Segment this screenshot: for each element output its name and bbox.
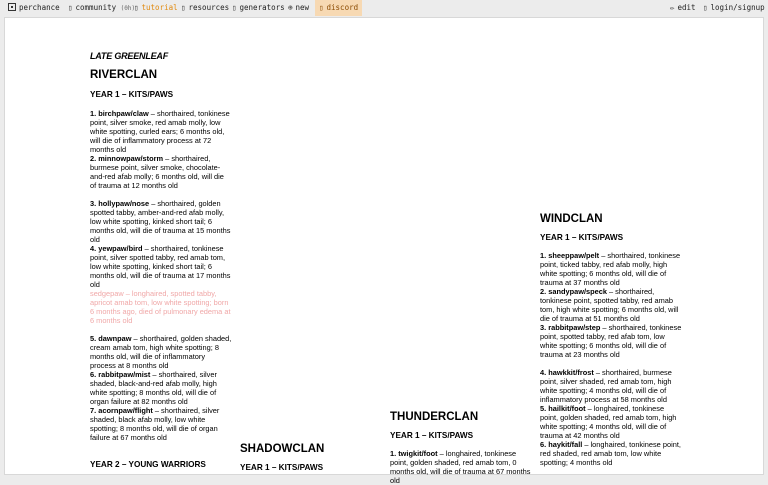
cat-name: 1. sheeppaw/pelt [540, 251, 600, 260]
book-icon: ▯ [134, 3, 139, 12]
nav-tutorial-label: tutorial [141, 3, 178, 12]
cat-name: 4. yewpaw/bird [90, 244, 143, 253]
cat-entry [90, 244, 232, 289]
cat-desc: – longhaired, tonkinese point, red shaded, red amab tom, low white spotting; 4 months old [540, 440, 681, 467]
cat-name: 7. acornpaw/flight [90, 406, 153, 415]
windclan-year1-heading: YEAR 1 – KITS/PAWS [540, 233, 624, 242]
cat-name: 5. hailkit/foot [540, 404, 586, 413]
cat-name: 6. haykit/fall [540, 440, 583, 449]
shadowclan-heading: SHADOWCLAN [240, 443, 325, 455]
folder-icon: ▯ [181, 3, 186, 12]
shadowclan-column [240, 445, 382, 472]
cat-name: 3. hollypaw/nose [90, 199, 150, 208]
cat-desc: – longhaired, tonkinese point, golden shaded, red amab tom, 0 months old, will die of trauma at 67 months old [390, 449, 531, 485]
nav-generators-label: generators [239, 3, 285, 12]
cat-desc: – shorthaired, tonkinese point, ticked tabby, red afab molly, high white spotting; 6 months old, will die of trauma at 37 months old [540, 251, 681, 287]
cat-entry [90, 406, 232, 442]
cat-entry [540, 368, 682, 404]
cat-entry [390, 449, 532, 485]
nav-new-link[interactable] [288, 0, 309, 16]
nav-community-label: community [75, 3, 117, 12]
user-icon: ▯ [703, 3, 708, 12]
cat-name: 6. rabbitpaw/mist [90, 370, 151, 379]
pencil-icon: ✏ [670, 3, 675, 12]
cat-entry [90, 334, 232, 370]
riverclan-year1-heading: YEAR 1 – KITS/PAWS [90, 90, 174, 99]
cat-name: 5. dawnpaw [90, 334, 132, 343]
cat-name: 4. hawkkit/frost [540, 368, 594, 377]
season-heading: LATE GREENLEAF [90, 51, 169, 61]
cat-desc: – shorthaired, golden shaded, cream amab tom, high white spotting; 8 months old, will die of inflammatory process at 8 months old [90, 334, 232, 370]
cat-entry [90, 154, 232, 190]
login-signup-link[interactable] [703, 0, 765, 16]
riverclan-column [90, 52, 232, 469]
nav-home-link[interactable] [8, 0, 60, 16]
cat-entry [540, 440, 682, 467]
cat-desc: – shorthaired, tonkinese point, spotted tabby, red amab tom, high white spotting; 6 months old, will die of trauma at 51 months old [540, 287, 679, 323]
edit-button[interactable] [670, 0, 696, 16]
thunderclan-heading: THUNDERCLAN [390, 411, 479, 423]
cat-entry [540, 404, 682, 440]
cat-desc: sedgepaw – longhaired, spotted tabby, apricot amab tom, low white spotting; born 6 months ago, died of pulmonary edema at 6 months old [90, 289, 231, 325]
cat-desc: – shorthaired, burmese point, silver shaded, red amab tom, high white spotting; 4 months old, will die of inflammatory process at 58 months old [540, 368, 672, 404]
chat-icon: ▯ [68, 3, 73, 12]
riverclan-heading: RIVERCLAN [90, 69, 158, 81]
cat-desc: – shorthaired, tonkinese point, silver spotted tabby, red amab tom, low white spotting, kinked short tail; 6 months old, will die of trauma at 17 months old [90, 244, 231, 289]
edit-label: edit [677, 3, 696, 12]
nav-tutorial-link[interactable] [134, 0, 178, 16]
perchance-logo-icon [8, 3, 16, 11]
cat-name: 1. birchpaw/claw [90, 109, 149, 118]
cat-name: 3. rabbitpaw/step [540, 323, 601, 332]
windclan-column [540, 215, 682, 467]
cat-desc: – shorthaired, tonkinese point, silver smoke, red amab molly, low white spotting, curled ears; 6 months old, will die of inflammatory process at 72 months old [90, 109, 230, 154]
cat-desc: – shorthaired, golden spotted tabby, amber-and-red afab molly, low white spotting, kinked short tail; 6 months old, will die of trauma at 15 months old [90, 199, 231, 244]
generator-output [4, 17, 764, 485]
cat-entry [90, 109, 232, 154]
cat-desc: – shorthaired, burmese point, silver smoke, chocolate-and-red afab molly; 6 months old, will die of trauma at 12 months old [90, 154, 224, 190]
cat-desc: – longhaired, tonkinese point, golden shaded, red amab tom, high white spotting; 4 months old, will die of trauma at 42 months old [540, 404, 677, 440]
windclan-heading: WINDCLAN [540, 213, 603, 225]
cat-entry [90, 370, 232, 406]
shadowclan-year1-heading: YEAR 1 – KITS/PAWS [240, 463, 324, 472]
grid-icon: ▯ [232, 3, 237, 12]
cat-desc: – shorthaired, silver shaded, black-and-red afab molly, high white spotting; 8 months old, will die of organ failure at 82 months old [90, 370, 217, 406]
plus-circle-icon: ⊕ [288, 3, 293, 12]
nav-discord-link[interactable] [315, 0, 362, 16]
thunderclan-year1-heading: YEAR 1 – KITS/PAWS [390, 431, 474, 440]
cat-desc: – shorthaired, tonkinese point, spotted tabby, red afab tom, low white spotting; 6 months old, will die of trauma at 23 months old [540, 323, 682, 359]
nav-resources-link[interactable] [181, 0, 229, 16]
thunderclan-column [390, 413, 532, 485]
deceased-cat-entry [90, 289, 232, 325]
cat-entry [540, 323, 682, 359]
cat-name: 1. twigkit/foot [390, 449, 438, 458]
cat-entry [540, 287, 682, 323]
cat-name: 2. minnowpaw/storm [90, 154, 164, 163]
cat-name: 2. sandypaw/speck [540, 287, 607, 296]
login-label: login/signup [710, 3, 765, 12]
community-count: (0h) [120, 5, 136, 12]
nav-new-label: new [295, 3, 310, 12]
nav-home-label: perchance [19, 3, 60, 12]
cat-desc: – shorthaired, silver shaded, black afab molly, low white spotting; 8 months old, will die of organ failure at 67 months old [90, 406, 220, 442]
nav-discord-label: discord [326, 3, 359, 12]
cat-entry [90, 199, 232, 244]
cat-entry [540, 251, 682, 287]
discord-icon: ▯ [319, 3, 324, 12]
top-nav [0, 0, 768, 16]
nav-community-link[interactable] [68, 0, 135, 16]
riverclan-year2-heading: YEAR 2 – YOUNG WARRIORS [90, 460, 206, 469]
nav-generators-link[interactable] [232, 0, 285, 16]
nav-resources-label: resources [188, 3, 230, 12]
